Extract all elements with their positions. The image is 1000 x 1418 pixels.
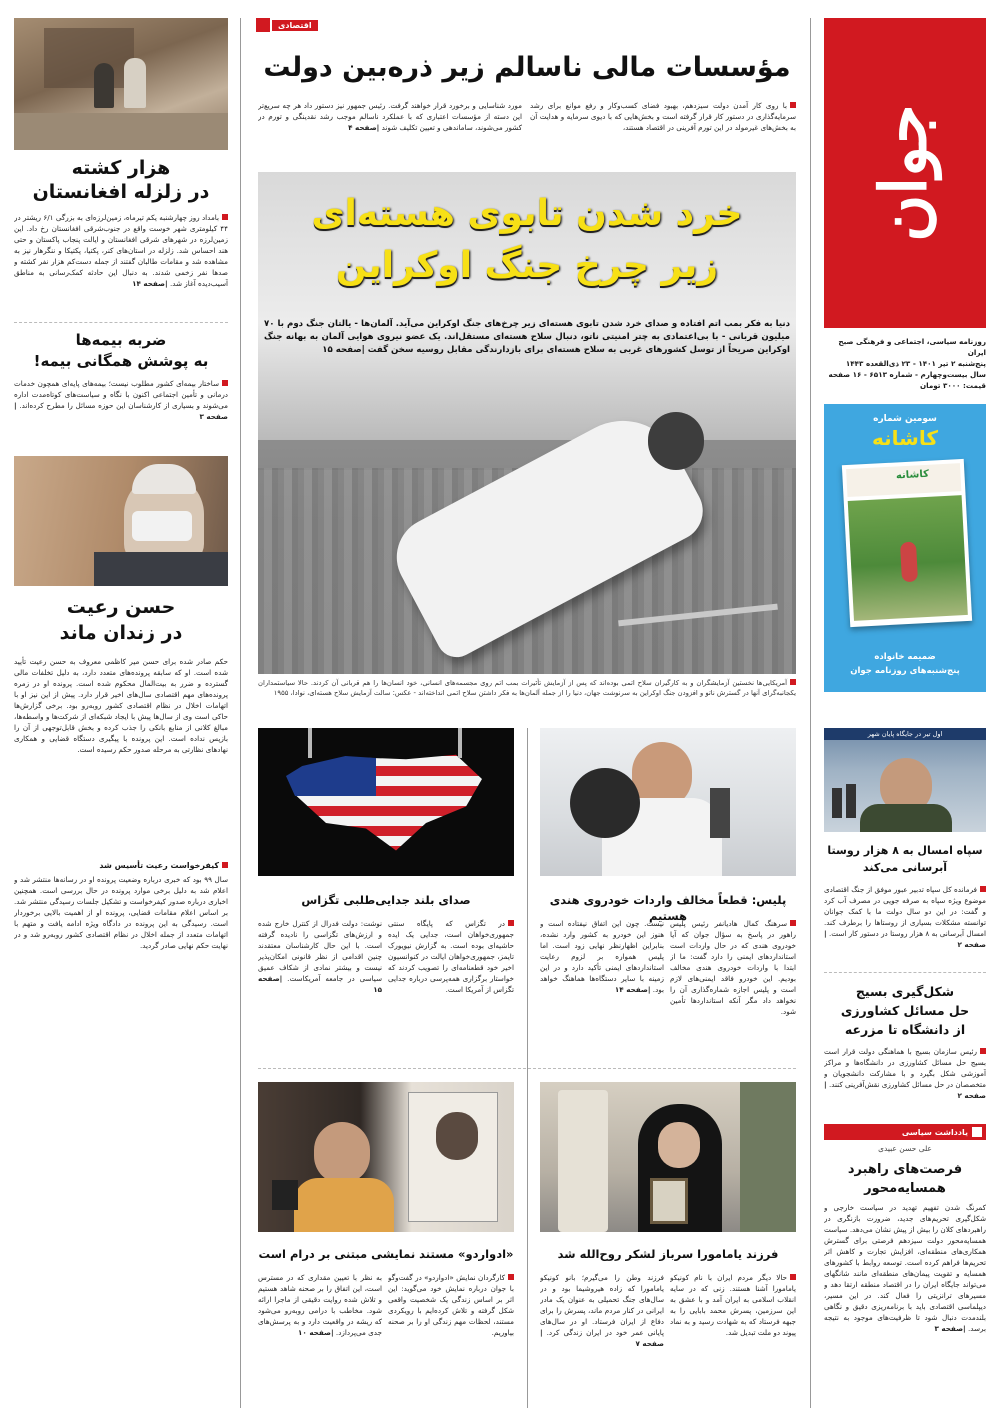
main-headline[interactable]: خرد شدن تابوی هسته‌ای زیر چرخ جنگ اوکراین — [311, 193, 743, 286]
bullet-icon — [508, 920, 514, 926]
quake-photo — [14, 18, 228, 150]
column-rule-left — [240, 18, 241, 1408]
economy-kicker: اقتصادی — [256, 18, 318, 32]
top-headline[interactable]: مؤسسات مالی ناسالم زیر ذره‌بین دولت — [263, 52, 791, 83]
edvardo-photo — [258, 1082, 514, 1232]
column-kicker: یادداشت سیاسی — [824, 1124, 986, 1140]
insurance-body: ساختار بیمه‌ای کشور مطلوب نیست؛ بیمه‌های پایه‌ای همچون خدمات درمانی و تأمین اجتماعی اکنون با نگاه و سیاست‌های کوتاه‌مدت اداره می‌شوند و بسیاری از کارشناسان این حوزه مسائل را مطرح کرده‌اند. |صفحه ۳ — [14, 379, 228, 421]
divider — [14, 322, 228, 323]
bullet-icon — [790, 920, 796, 926]
edvardo-headline[interactable]: «ادواردو» مستند نمایشی مبتنی بر درام است — [258, 1247, 514, 1261]
police-headline[interactable]: پلیس: قطعاً مخالف واردات خودروی هندی هستیم — [549, 893, 787, 923]
texas-photo — [258, 728, 514, 876]
raiat-photo — [14, 456, 228, 586]
kashaneh-ad[interactable]: سومین شماره کاشانه کاشانه ضمیمه خانواده پنج‌شنبه‌های روزنامه جوان — [824, 404, 986, 692]
column-rule-right — [810, 18, 811, 1408]
bullet-icon — [980, 1048, 986, 1054]
edvardo-col1: کارگردان نمایش «ادواردو» در گفت‌وگو با جوان درباره نمایش خود می‌گوید: این اثر بر اساس زندگی یک شخصیت واقعی شکل گرفته و تلاش کرده‌ایم با رویکردی مستند، لحظات مهم زندگی او را بر صحنه بیاوریم. — [388, 1273, 514, 1337]
sepah-headline[interactable]: سپاه امسال به ۸ هزار روستا آبرسانی می‌کند — [827, 844, 983, 874]
quake-headline[interactable]: هزار کشته در زلزله افغانستان — [32, 157, 210, 203]
masthead-info: روزنامه سیاسی، اجتماعی و فرهنگی صبح ایران پنج‌شنبه ۲ تیر ۱۴۰۱ - ۲۳ ذی‌القعده ۱۴۴۳ سال بیست‌وچهارم - شماره ۶۵۱۳ - ۱۶ صفحه قیمت: ۳۰۰۰ تومان — [828, 337, 986, 390]
column-author: علی حسن عبیدی — [878, 1144, 932, 1153]
quake-body: بامداد روز چهارشنبه یکم تیرماه، زمین‌لرزه‌ای به بزرگی ۶/۱ ریشتر در ۴۴ کیلومتری شهر خوست واقع در جنوب‌شرقی افغانستان رخ داد. این زمین‌لرزه در شهرهای شرقی افغانستان و ایالت پنجاب پاکستان و حتی هند احساس شد. زلزله در استان‌های کنر، پکتیا، پکتیکا و ننگرهار نیز به مشاهده شد و مقامات طالبان گفتند از جمله دست‌کم هزار نفر کشته و صدها نفر زخمی شدند. به دنبال این حادثه کمک‌رسانی به مناطق آسیب‌دیده آغاز شد. |صفحه ۱۴ — [14, 213, 228, 288]
camera-icon — [790, 679, 796, 685]
main-lead: دنیا به فکر بمب اتم افتاده و صدای خرد شدن تابوی هسته‌ای زیر چرخ‌های جنگ اوکراین می‌آید. آلمان‌ها - یالتان جنگ دوم با ۷۰ میلیون قربانی - با بی‌اعتمادی به چتر امنیتی ناتو، دنبال سلاح هسته‌ای مستقل‌اند. یک عضو نیروی هوایی آلمان به بهانه جنگ اوکراین صریحاً از توسل کشورهای غربی به سلاح هسته‌ای برای بازدارندگی مقابل روسیه سخن گفت |صفحه ۱۵ — [264, 319, 790, 355]
police-photo — [540, 728, 796, 876]
basij-headline[interactable]: شکل‌گیری بسیج حل مسائل کشاورزی از دانشگاه تا مزرعه — [840, 984, 970, 1037]
texas-col1: در تگزاس که پایگاه سنتی جمهوری‌خواهان است، جدایی یک ایده حاشیه‌ای بوده است. به گزارش نیویورک تایمز، جمهوری‌خواهان ایالت در کنوانسیون اخیر خود قطعنامه‌ای را تصویب کردند که خواستار برگزاری همه‌پرسی درباره جدایی تگزاس از آمریکا است. — [388, 919, 514, 994]
police-col1: سرهنگ کمال هادیانفر رئیس پلیس راهور در پاسخ به سؤال جوان که آیا خودروی هندی که در حال واردات است استانداردهای ایمنی را دارد گفت: ما از ابتدا با واردات خودروی هندی مخالف بودیم. این خودرو فاقد ایمنی‌های لازم است و پلیس اجازه شماره‌گذاری آن را نخواهد داد مگر آنکه استانداردها تأمین شود. — [670, 919, 796, 1016]
bullet-icon — [790, 102, 796, 108]
yamamura-col2: فرزند وطن را می‌گیرم؛ بانو کونیکو یامامورا که زاده هیروشیما بود و در سال‌های جنگ تحمیلی به عنوان یک مادر ایرانی در کنار مردم ماند، پسرش را برای دفاع از ایران فرستاد. او در سال‌های پایانی عمر خود در ایران زندگی کرد. |صفحه ۷ — [540, 1273, 664, 1348]
raiat-headline[interactable]: حسن رعیت در زندان ماند — [59, 596, 183, 644]
bullet-icon — [790, 1274, 796, 1280]
texas-col2: نوشت: دولت فدرال از کنترل خارج شده و ارزش‌های تگزاسی را نادیده گرفته است. با این حال کارشناسان معتقدند چنین اقدامی از نظر قانونی امکان‌پذیر نیست و بیشتر نمادی از شکاف عمیق سیاسی در جامعه آمریکاست. |صفحه ۱۵ — [258, 919, 382, 994]
top-body-left: مورد شناسایی و برخورد قرار خواهند گرفت. رئیس جمهور نیز دستور داد هر چه سریع‌تر این دسته از مؤسسات اعتباری که با عملکرد ناسالم موجب رشد نقدینگی و تورم در کشور می‌شوند، ساماندهی و تعیین تکلیف شوند |صفحه ۴ — [258, 101, 522, 132]
main-caption: آمریکایی‌ها نخستین آزمایشگران و به کارگیران سلاح اتمی بوده‌اند که پس از آزمایش تأثیرات بمب اتم روی مجسمه‌های انسانی، خود انسان‌ها را هم قربانی آن کردند. حالا سیاستمداران یکجانبه‌گرای آنها در گسترش ناتو و افزودن جنگ اوکراین به سرنوشت جهان، دنیا را از جمله آلمان‌ها به فکر داشتن سلاح اتمی انداخته‌اند - عکس: سالت آزمایش سلاح هسته‌ای، نوادا، ۱۹۵۵ — [258, 679, 796, 697]
raiat-body-2: سال ۹۹ بود که خبری درباره وضعیت پرونده او در رسانه‌ها منتشر شد و اعلام شد به دلیل برخی موارد پرونده در حال بررسی است. همچنین اخباری درباره صدور کیفرخواست و تشکیل جلسات رسیدگی منتشر شد. بر اساس اعلام مقامات قضایی، پرونده او از اهمیت بالایی برخوردار است. رسیدگی به این پرونده در دادگاه ویژه ادامه یافت و متهم با اتهامات متعدد از جمله اخلال در نظام اقتصادی کشور روبه‌رو شد و در نهایت حکم نهایی صادر گردید. — [14, 875, 228, 950]
bullet-icon — [508, 1274, 514, 1280]
basij-body: رئیس سازمان بسیج با هماهنگی دولت قرار است بسیج حل مسائل کشاورزی در دانشگاه‌ها و مراکز آموزشی شکل بگیرد و با مشارکت دانشجویان و متخصصان در حل مسائل کشاورزی نقش‌آفرینی کنند. |صفحه ۲ — [824, 1047, 986, 1100]
bullet-icon — [222, 862, 228, 868]
column-headline[interactable]: فرصت‌های راهبرد همسایه‌محور — [847, 1162, 963, 1196]
top-body-right: با روی کار آمدن دولت سیزدهم، بهبود فضای کسب‌وکار و رفع موانع برای رشد سرمایه‌گذاری در دستور کار قرار گرفته است و بخش‌هایی که با دیوی سرمایه و هدایت آن به بخش‌های غیرمولد در این تورم آفرینی در اقتصاد هستند، — [530, 101, 796, 132]
sepah-body: فرمانده کل سپاه تدبیر عبور موفق از جنگ اقتصادی موضوع ویژه سپاه به صرفه جویی در مصرف آب کرد و گفت: در این دو سال دولت ما با کمک جوانان توانسته مشکلات بسیاری از روستاها را برطرف کند. امسال آبرسانی به ۸ هزار روستا در دستور کار است. |صفحه ۲ — [824, 885, 986, 949]
magazine-cover: کاشانه — [842, 459, 972, 627]
divider — [824, 972, 986, 973]
texas-headline[interactable]: صدای بلند جدایی‌طلبی تگزاس — [301, 893, 471, 907]
yamamura-col1: حالا دیگر مردم ایران با نام کونیکو یامامورا آشنا هستند. زنی که در سایه انقلاب اسلامی به ایران آمد و با عشق به این سرزمین، پسرش محمد بابایی را به جبهه فرستاد که به شهادت رسید و به نماد پیوند دو ملت تبدیل شد. — [670, 1273, 796, 1337]
raiat-subhead: کیفرخواست رعیت تأسیس شد — [14, 860, 228, 872]
masthead-logo[interactable]: جوان — [824, 18, 986, 328]
bullet-icon — [222, 214, 228, 220]
kicker-icon — [972, 1127, 982, 1137]
police-col2: نیست. چون این اتفاق نیفتاده است و هنوز این خودرو به کشور وارد نشده، بنابراین اظهارنظر نهایی زود است. اما پلیس همواره بر لزوم رعایت استانداردهای ایمنی تأکید دارد و در این زمینه با سایر دستگاه‌ها هماهنگ خواهد بود. |صفحه ۱۴ — [540, 919, 664, 994]
bullet-icon — [222, 380, 228, 386]
insurance-headline[interactable]: ضربه بیمه‌ها به پوشش همگانی بیمه! — [33, 331, 209, 370]
edvardo-col2: به نظر با تعیین مقداری که در مسترس است، این اتفاق را بر صحنه شاهد هستیم و تلاش شده روایت دقیقی از ماجرا ارائه شود. مخاطب با درامی روبه‌رو می‌شود که ریشه در واقعیت دارد و به پرسش‌های جدی می‌پردازد. |صفحه ۱۰ — [258, 1273, 382, 1337]
bullet-icon — [980, 886, 986, 892]
raiat-body: حکم صادر شده برای حسن میر کاظمی معروف به حسن رعیت تأیید شده است. او که سابقه پرونده‌های متعدد دارد، به دلیل تخلفات مالی گسترده و ضرر به بیت‌المال محکوم شده است. پرونده او در زمره پرونده‌های مهم اقتصادی سال‌های اخیر قرار دارد. پیش از این نیز او با اتهامات اخلال در نظام اقتصادی کشور روبه‌رو بود. برخی گزارش‌ها حاکی است وی از سال‌ها پیش با ایجاد شبکه‌ای از شرکت‌ها و واسطه‌ها، مبالغ کلانی از منابع بانکی را جذب کرده و بخش قابل‌توجهی از آن را بازپس نداده است. این پرونده با پیگیری دستگاه قضایی و همکاری نهادهای نظارتی به مرحله صدور حکم رسیده است. — [14, 657, 228, 754]
divider — [258, 1068, 796, 1069]
sepah-photo: اول تیر در جایگاه پایان شهر — [824, 728, 986, 832]
column-body: کمرنگ شدن تفهیم تهدید در سیاست خارجی و شکل‌گیری تحریم‌های جدید، ضرورت بازنگری در راهبردهای کلان را بیش از پیش نشان می‌دهد. سیاست همسایه‌محور دولت سیزدهم فرصتی برای گسترش همکاری‌های منطقه‌ای، افزایش تجارت و کاهش اثر تحریم‌ها فراهم کرده است. توسعه روابط با کشورهای همسایه و تقویت پیمان‌های منطقه‌ای مانند شانگهای می‌تواند جایگاه ایران را در اقتصاد منطقه ارتقا دهد و مسیرهای ترانزیتی را فعال کند. در این مسیر، دیپلماسی اقتصادی باید با برنامه‌ریزی دقیق و نگاهی بلندمدت دنبال شود تا ظرفیت‌های موجود به نتیجه برسد. |صفحه ۳ — [824, 1203, 986, 1333]
yamamura-headline[interactable]: فرزند یامامورا سرباز لشکر روح‌الله شد — [557, 1247, 779, 1261]
yamamura-photo — [540, 1082, 796, 1232]
